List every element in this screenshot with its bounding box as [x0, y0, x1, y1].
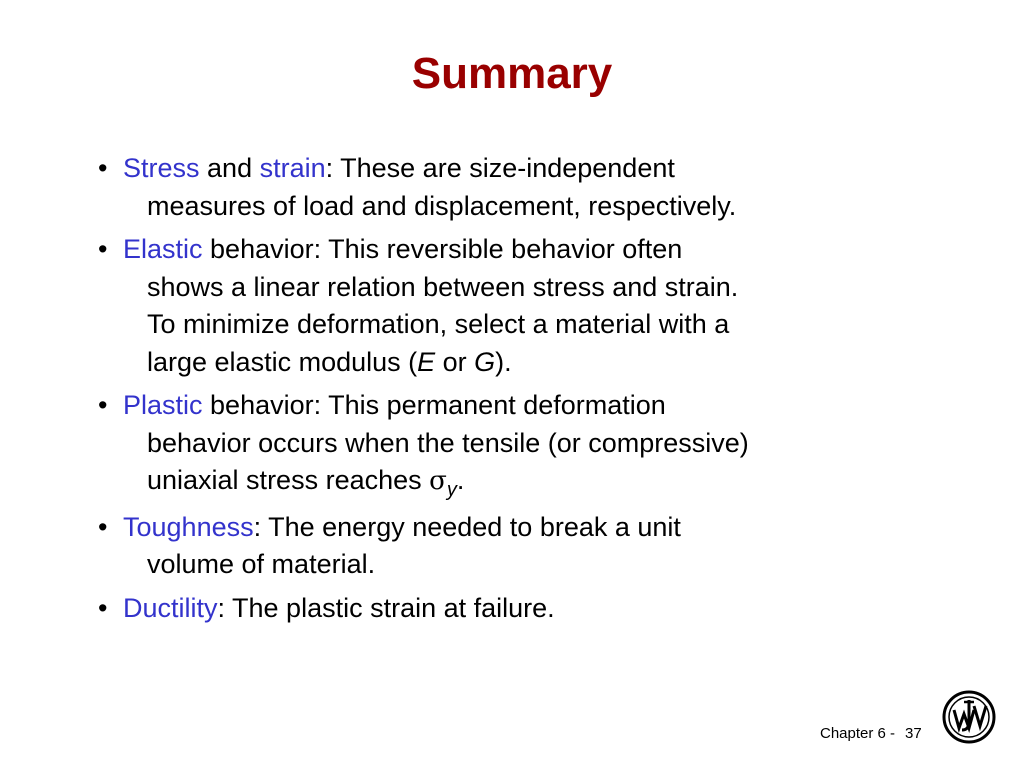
bullet-line: volume of material.: [147, 549, 376, 579]
term-elastic: Elastic: [123, 234, 203, 264]
bullet-toughness: [98, 509, 898, 584]
bullet-text: behavior: This reversible behavior often: [202, 234, 683, 264]
bullet-elastic: [98, 231, 898, 381]
sigma-symbol: σ: [429, 466, 447, 496]
wiley-logo-icon: [942, 690, 996, 744]
bullet-dot: •: [98, 390, 108, 420]
bullet-text: ).: [495, 346, 512, 377]
bullet-line: behavior occurs when the tensile (or compressive): [147, 427, 749, 458]
bullet-line: [123, 231, 898, 269]
bullet-dot: •: [98, 511, 108, 542]
bullet-line: [123, 150, 898, 188]
bullet-line: [123, 462, 898, 503]
yield-subscript: y: [446, 479, 457, 501]
slide-footer: [820, 725, 922, 742]
bullet-dot: •: [98, 592, 108, 623]
variable-g: G: [474, 346, 496, 377]
bullet-line: [123, 590, 898, 628]
bullet-line: [123, 344, 898, 382]
bullet-stress-strain: [98, 150, 898, 225]
term-toughness: Toughness: [123, 511, 254, 542]
bullet-text: behavior: This permanent deformation: [202, 390, 666, 420]
bullet-text: and: [199, 153, 260, 183]
bullet-text: large elastic modulus (: [147, 346, 418, 377]
term-ductility: Ductility: [123, 592, 218, 623]
chapter-label: Chapter 6 -: [820, 725, 896, 742]
bullet-text: : These are size-independent: [325, 153, 675, 183]
bullet-plastic: [98, 387, 898, 503]
bullet-line: [123, 509, 898, 547]
bullet-line: To minimize deformation, select a material with a: [147, 309, 730, 339]
bullet-dot: •: [98, 153, 108, 183]
bullet-text: : The energy needed to break a unit: [253, 511, 681, 542]
bullet-line: shows a linear relation between stress and strain.: [147, 271, 739, 302]
bullet-line: measures of load and displacement, respectively.: [147, 190, 737, 221]
bullet-ductility: [98, 590, 898, 628]
variable-e: E: [417, 346, 436, 377]
term-strain: strain: [259, 153, 326, 183]
bullet-line: [123, 387, 898, 425]
bullet-text: uniaxial stress reaches: [147, 465, 430, 495]
slide-title: Summary: [411, 49, 613, 98]
bullet-dot: •: [98, 234, 108, 264]
bullet-text: or: [435, 346, 475, 377]
bullet-text: : The plastic strain at failure.: [217, 592, 555, 623]
bullet-list: [98, 150, 898, 633]
page-number: 37: [905, 725, 922, 742]
bullet-text: .: [456, 465, 465, 495]
term-stress: Stress: [123, 153, 200, 183]
term-plastic: Plastic: [123, 390, 203, 420]
